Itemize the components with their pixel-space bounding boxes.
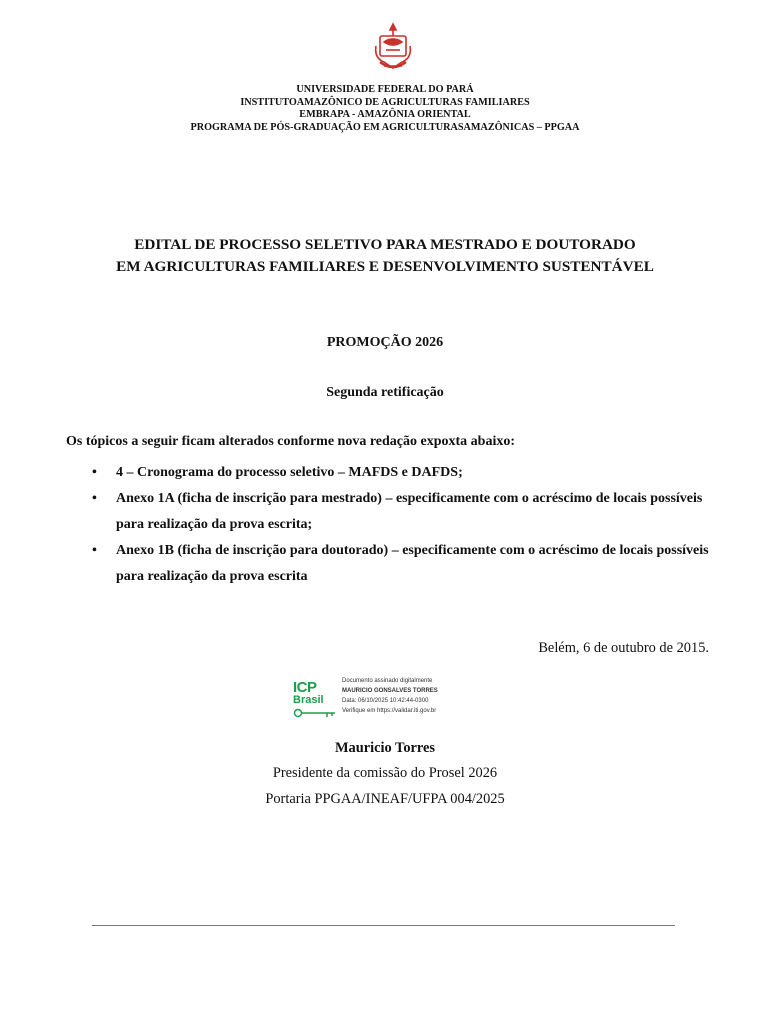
header-line-university: UNIVERSIDADE FEDERAL DO PARÁ bbox=[296, 84, 474, 95]
header-line-program: PROGRAMA DE PÓS-GRADUAÇÃO EM AGRICULTURASAMAZÔNICAS – PPGAA bbox=[190, 121, 580, 133]
promotion-heading: PROMOÇÃO 2026 bbox=[326, 335, 444, 350]
signer-name: Mauricio Torres bbox=[334, 740, 436, 756]
institution-header bbox=[0, 84, 770, 134]
date-line: Belém, 6 de outubro de 2015. bbox=[538, 640, 709, 656]
signature-verify: Verifique em https://validar.iti.gov.br bbox=[342, 708, 437, 714]
bullet-icon: • bbox=[92, 543, 97, 558]
icp-logo-text: ICP bbox=[293, 679, 317, 696]
subtitle-heading: Segunda retificação bbox=[326, 385, 444, 400]
signature-date: Data: 06/10/2025 10:42:44-0300 bbox=[342, 698, 429, 704]
topics-list bbox=[92, 460, 722, 590]
header-line-embrapa: EMBRAPA - AMAZÔNIA ORIENTAL bbox=[299, 109, 471, 121]
topic-text: Anexo 1A (ficha de inscrição para mestrado) – especificamente com o acréscimo de locais possíveis para realização da prova escrita; bbox=[116, 491, 703, 532]
intro-paragraph: Os tópicos a seguir ficam alterados conforme nova redação expoxta abaixo: bbox=[66, 434, 515, 449]
signer-role: Presidente da comissão do Prosel 2026 bbox=[272, 765, 498, 781]
topic-text: 4 – Cronograma do processo seletivo – MAFDS e DAFDS; bbox=[116, 465, 463, 480]
header-line-institute: INSTITUTOAMAZÔNICO DE AGRICULTURAS FAMILIARES bbox=[240, 96, 530, 108]
key-icon bbox=[293, 707, 339, 719]
title-line-1: EDITAL DE PROCESSO SELETIVO PARA MESTRADO E DOUTORADO bbox=[134, 236, 636, 253]
signer-portaria: Portaria PPGAA/INEAF/UFPA 004/2025 bbox=[265, 791, 505, 807]
icp-logo-subtext: Brasil bbox=[293, 694, 324, 706]
footer-divider bbox=[92, 925, 675, 926]
signature-name: MAURICIO GONSALVES TORRES bbox=[342, 688, 438, 694]
digital-signature-stamp bbox=[293, 676, 493, 726]
bullet-icon: • bbox=[92, 491, 97, 506]
topic-text: Anexo 1B (ficha de inscrição para doutorado) – especificamente com o acréscimo de locais possíveis para realização da prova escrita bbox=[116, 543, 709, 584]
university-crest-icon bbox=[370, 22, 416, 74]
bullet-icon: • bbox=[92, 465, 97, 480]
icp-brasil-logo bbox=[293, 681, 339, 724]
document-title bbox=[0, 234, 770, 278]
list-item bbox=[92, 460, 722, 486]
title-line-2: EM AGRICULTURAS FAMILIARES E DESENVOLVIMENTO SUSTENTÁVEL bbox=[116, 258, 654, 275]
list-item bbox=[92, 538, 722, 590]
signature-caption: Documento assinado digitalmente bbox=[342, 678, 433, 684]
signature-details bbox=[342, 676, 438, 716]
list-item bbox=[92, 486, 722, 538]
